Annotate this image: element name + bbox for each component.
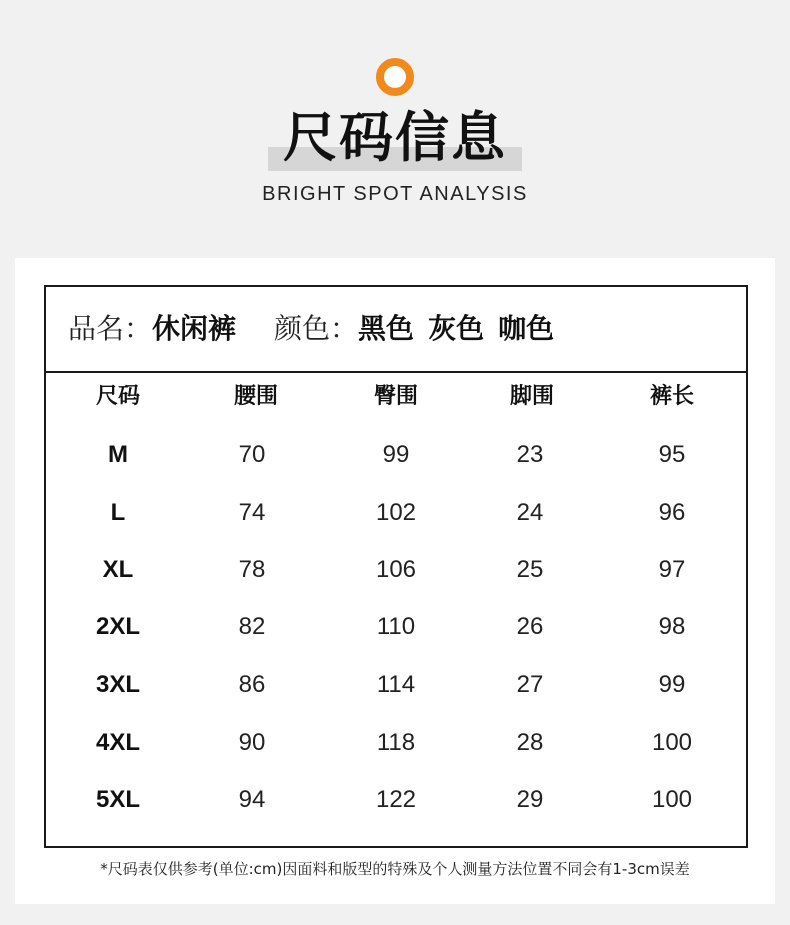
header-waist: 腰围 [233,384,278,409]
title-block [0,105,790,175]
page-title: 尺码信息 [283,106,507,169]
size-cell: XL [102,556,134,583]
length-cell: 99 [658,671,686,698]
waist-cell: 94 [238,786,266,813]
length-cell: 100 [651,786,693,813]
product-color-label: 颜色： [274,312,359,345]
table-header-row [46,377,746,417]
product-info-row [46,287,746,373]
size-cell: 5XL [95,786,140,813]
leg-opening-cell: 24 [516,499,544,526]
table-row [46,435,746,475]
hip-cell: 118 [376,729,416,756]
size-cell: M [108,441,128,468]
hip-cell: 102 [375,499,417,526]
product-color-0: 黑色 [358,312,415,345]
hip-cell: 110 [376,613,416,640]
waist-cell: 70 [238,441,266,468]
table-row [46,607,746,647]
size-table [44,285,748,848]
page-subtitle: BRIGHT SPOT ANALYSIS [262,183,528,205]
table-row [46,493,746,533]
table-row [46,665,746,705]
header-leg-opening: 脚围 [509,384,554,409]
table-row [46,780,746,820]
leg-opening-cell: 26 [516,613,544,640]
size-cell: 2XL [95,613,140,640]
table-row [46,550,746,590]
product-name-value: 休闲裤 [152,312,237,345]
length-cell: 95 [658,441,686,468]
size-cell: 3XL [95,671,140,698]
waist-cell: 74 [238,499,266,526]
header-length: 裤长 [649,384,694,409]
size-cell: 4XL [95,729,140,756]
header-hip: 臀围 [373,384,418,409]
header-size: 尺码 [95,384,140,409]
hip-cell: 122 [375,786,417,813]
length-cell: 98 [658,613,686,640]
length-cell: 100 [651,729,693,756]
leg-opening-cell: 29 [516,786,544,813]
leg-opening-cell: 25 [516,556,544,583]
hip-cell: 106 [375,556,417,583]
leg-opening-cell: 27 [516,671,544,698]
length-cell: 97 [658,556,686,583]
table-row [46,723,746,763]
hip-cell: 114 [376,671,416,698]
leg-opening-cell: 23 [516,441,544,468]
waist-cell: 82 [238,613,266,640]
hip-cell: 99 [382,441,410,468]
size-cell: L [110,499,126,526]
waist-cell: 90 [238,729,266,756]
orange-ring-icon [376,58,414,96]
waist-cell: 78 [238,556,266,583]
measurement-note: *尺码表仅供参考(单位:cm)因面料和版型的特殊及个人测量方法位置不同会有1-3cm误差 [100,860,690,878]
length-cell: 96 [658,499,686,526]
waist-cell: 86 [238,671,266,698]
product-color-2: 咖色 [498,312,555,345]
leg-opening-cell: 28 [516,729,544,756]
product-color-1: 灰色 [428,312,485,345]
product-name-label: 品名： [68,312,153,345]
